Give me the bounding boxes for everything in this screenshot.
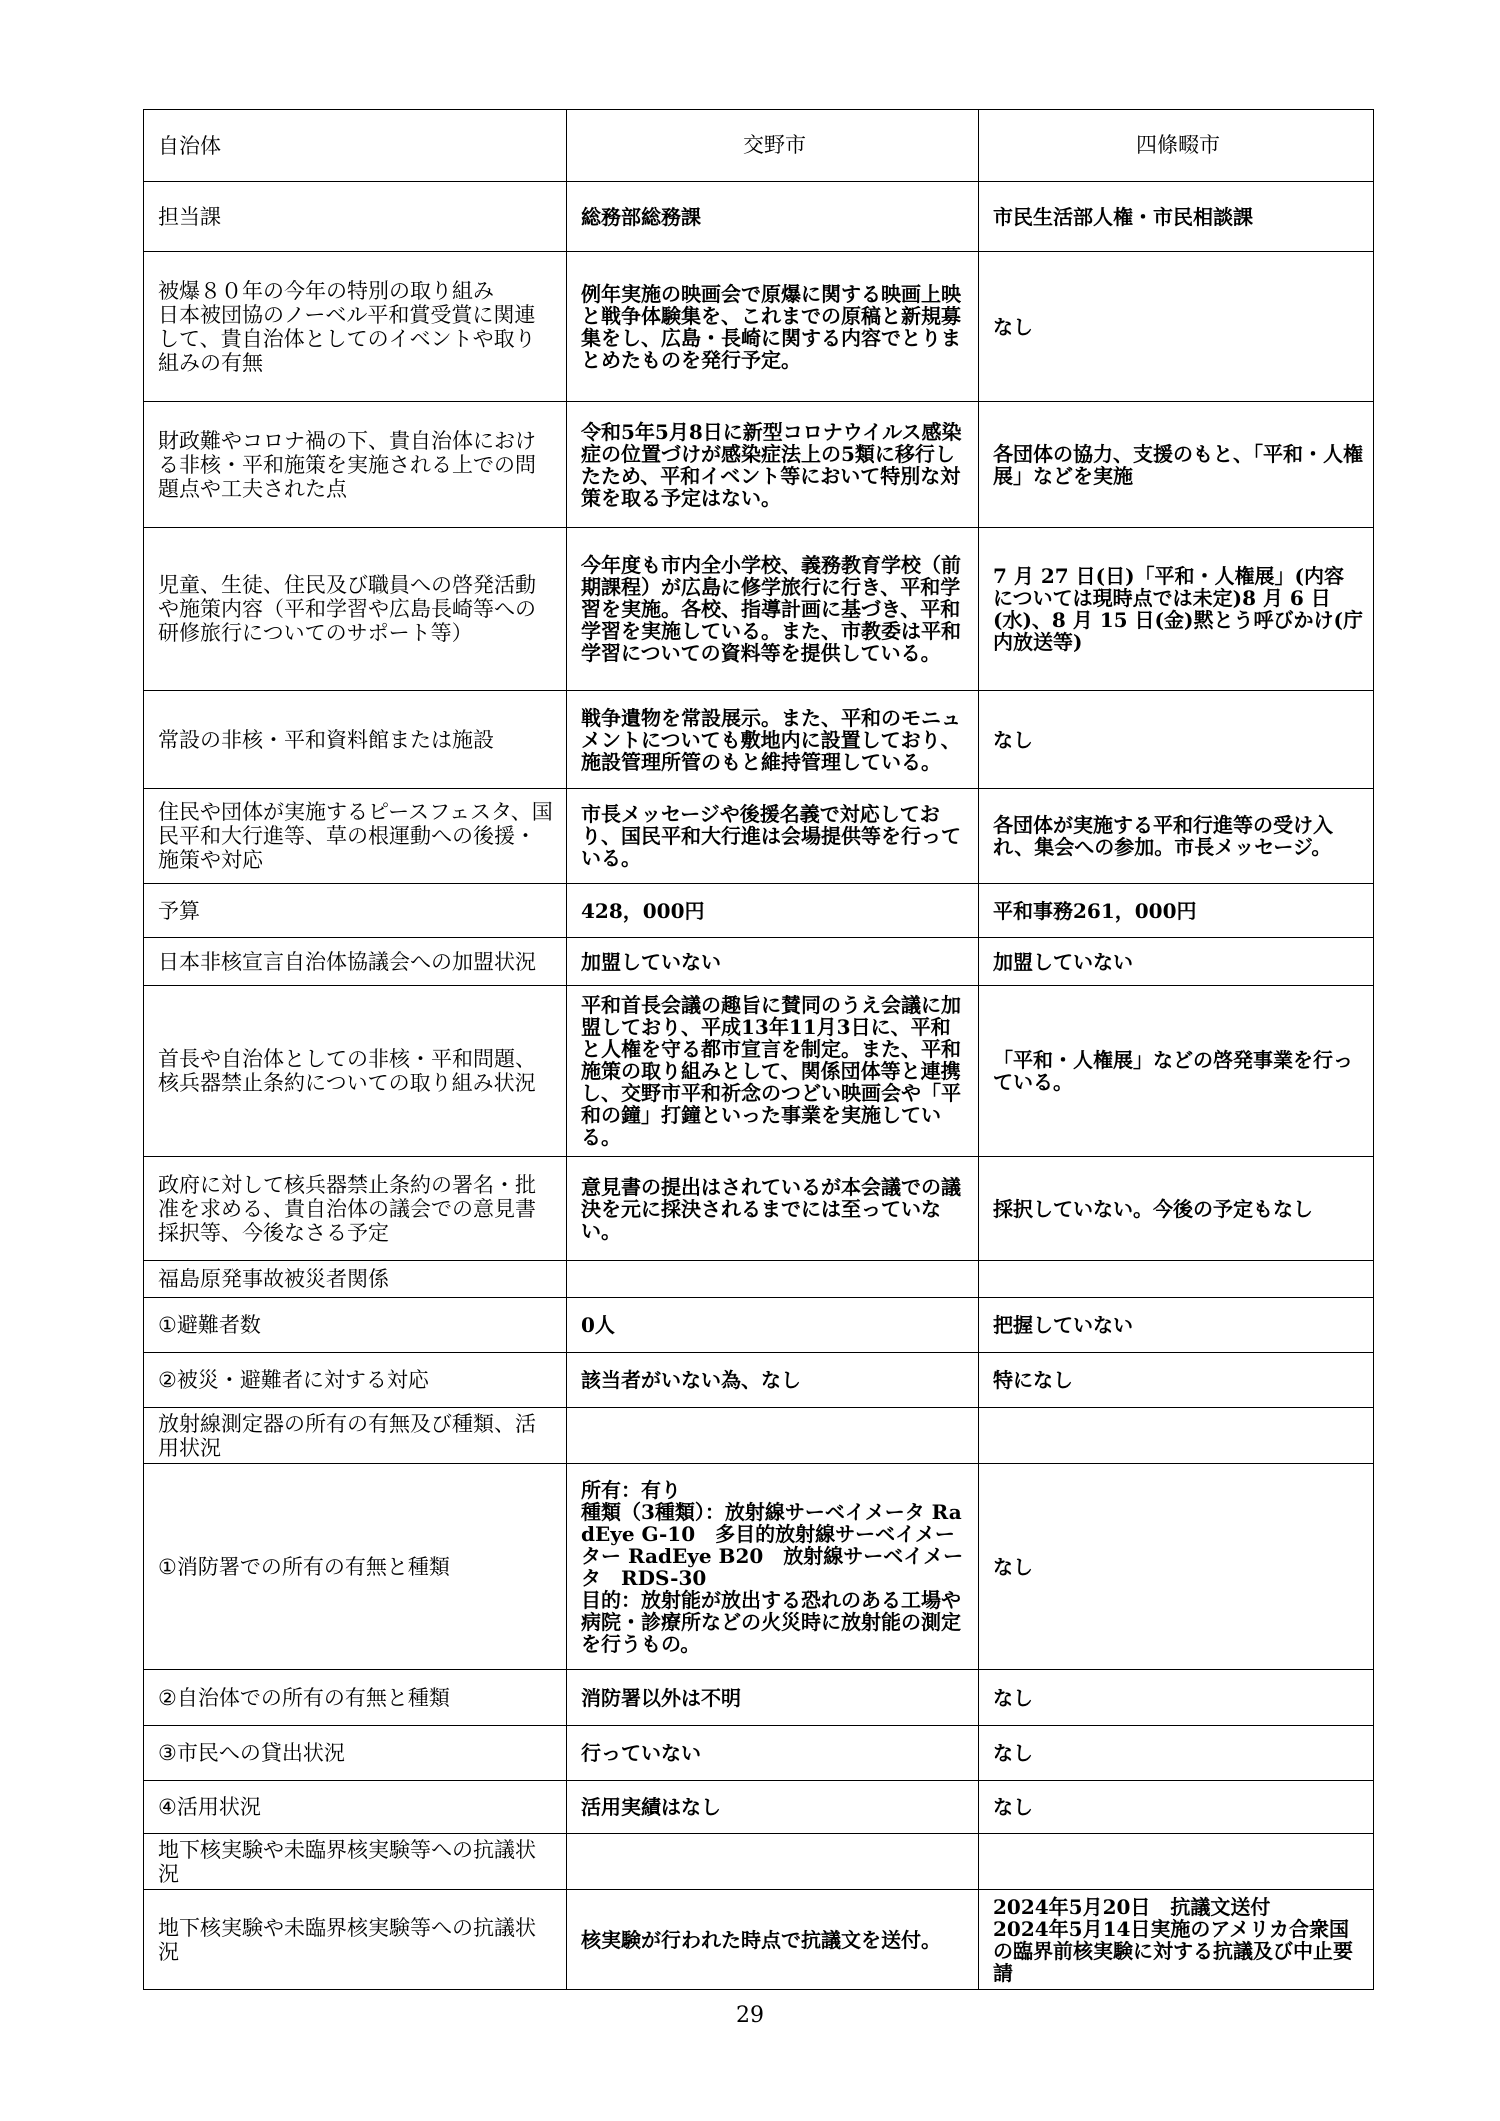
table-row (144, 986, 1374, 1157)
row-katano-cell (567, 1834, 979, 1890)
table-row (144, 1464, 1374, 1670)
table-row (144, 1353, 1374, 1408)
header-katano: 交野市 (567, 110, 979, 182)
table-body (144, 110, 1374, 1990)
row-katano-cell: 加盟していない (567, 938, 979, 986)
row-shijonawate-cell: なし (979, 691, 1374, 789)
table-row (144, 1157, 1374, 1261)
row-shijonawate-cell: 「平和・人権展」などの啓発事業を行っている。 (979, 986, 1374, 1157)
table-row (144, 789, 1374, 884)
row-katano-cell: 平和首長会議の趣旨に賛同のうえ会議に加盟しており、平成13年11月3日に、平和と人権を守る都市宣言を制定。また、平和施策の取り組みとして、関係団体等と連携し、交野市平和祈念のつどい映画会や「平和の鐘」打鐘といった事業を実施している。 (567, 986, 979, 1157)
row-shijonawate-cell: 採択していない。今後の予定もなし (979, 1157, 1374, 1261)
row-shijonawate-cell: 2024年5月20日 抗議文送付 2024年5月14日実施のアメリカ合衆国の臨界前核実験に対する抗議及び中止要請 (979, 1890, 1374, 1990)
row-shijonawate-cell: 7 月 27 日(日)「平和・人権展」(内容については現時点では未定)8 月 6 日(水)、8 月 15 日(金)黙とう呼びかけ(庁内放送等) (979, 528, 1374, 691)
row-shijonawate-cell: 特になし (979, 1353, 1374, 1408)
row-item-cell: 地下核実験や未臨界核実験等への抗議状況 (144, 1890, 567, 1990)
row-shijonawate-cell (979, 1408, 1374, 1464)
row-katano-cell: 市長メッセージや後援名義で対応しており、国民平和大行進は会場提供等を行っている。 (567, 789, 979, 884)
row-item-cell: 児童、生徒、住民及び職員への啓発活動や施策内容（平和学習や広島長崎等への研修旅行についてのサポート等） (144, 528, 567, 691)
row-shijonawate-cell: なし (979, 1464, 1374, 1670)
row-item-cell: 住民や団体が実施するピースフェスタ、国民平和大行進等、草の根運動への後援・施策や対応 (144, 789, 567, 884)
row-katano-cell: 令和5年5月8日に新型コロナウイルス感染症の位置づけが感染症法上の5類に移行したため、平和イベント等において特別な対策を取る予定はない。 (567, 402, 979, 528)
row-item-cell: ②自治体での所有の有無と種類 (144, 1670, 567, 1726)
table-row (144, 1670, 1374, 1726)
row-katano-cell: 所有：有り 種類（3種類）：放射線サーベイメータ RadEye G-10 多目的放射線サーベイメーター RadEye B20 放射線サーベイメータ RDS-30 目的：放射能が放出する恐れのある工場や病院・診療所などの火災時に放射能の測定を行うもの。 (567, 1464, 979, 1670)
row-katano-cell: 意見書の提出はされているが本会議での議決を元に採決されるまでには至っていない。 (567, 1157, 979, 1261)
table-row (144, 1726, 1374, 1781)
row-item-cell: 予算 (144, 884, 567, 938)
row-shijonawate-cell: なし (979, 1781, 1374, 1834)
row-item-cell: 福島原発事故被災者関係 (144, 1261, 567, 1298)
table-row (144, 1781, 1374, 1834)
row-katano-cell: 0人 (567, 1298, 979, 1353)
row-katano-cell: 活用実績はなし (567, 1781, 979, 1834)
row-shijonawate-cell: 市民生活部人権・市民相談課 (979, 182, 1374, 252)
row-item-cell: ④活用状況 (144, 1781, 567, 1834)
table-row (144, 1298, 1374, 1353)
table-row (144, 182, 1374, 252)
table-row (144, 938, 1374, 986)
table-row (144, 1890, 1374, 1990)
row-katano-cell: 行っていない (567, 1726, 979, 1781)
row-item-cell: 日本非核宣言自治体協議会への加盟状況 (144, 938, 567, 986)
row-item-cell: 担当課 (144, 182, 567, 252)
row-item-cell: 財政難やコロナ禍の下、貴自治体における非核・平和施策を実施される上での問題点や工夫された点 (144, 402, 567, 528)
row-katano-cell: 消防署以外は不明 (567, 1670, 979, 1726)
row-shijonawate-cell: 各団体が実施する平和行進等の受け入れ、集会への参加。市長メッセージ。 (979, 789, 1374, 884)
table-row (144, 691, 1374, 789)
page-number: 29 (736, 2003, 764, 2028)
row-shijonawate-cell (979, 1261, 1374, 1298)
row-katano-cell: 核実験が行われた時点で抗議文を送付。 (567, 1890, 979, 1990)
table-header-row (144, 110, 1374, 182)
table-row (144, 402, 1374, 528)
table-row (144, 1261, 1374, 1298)
row-item-cell: 放射線測定器の所有の有無及び種類、活用状況 (144, 1408, 567, 1464)
row-shijonawate-cell: 各団体の協力、支援のもと、「平和・人権展」などを実施 (979, 402, 1374, 528)
row-item-cell: 地下核実験や未臨界核実験等への抗議状況 (144, 1834, 567, 1890)
survey-table (143, 109, 1374, 1990)
row-katano-cell: 今年度も市内全小学校、義務教育学校（前期課程）が広島に修学旅行に行き、平和学習を実施。各校、指導計画に基づき、平和学習を実施している。また、市教委は平和学習についての資料等を提供している。 (567, 528, 979, 691)
row-shijonawate-cell (979, 1834, 1374, 1890)
table-row (144, 1408, 1374, 1464)
row-item-cell: ①消防署での所有の有無と種類 (144, 1464, 567, 1670)
row-katano-cell: 総務部総務課 (567, 182, 979, 252)
table-row (144, 252, 1374, 402)
row-shijonawate-cell: 把握していない (979, 1298, 1374, 1353)
row-item-cell: 被爆８０年の今年の特別の取り組み 日本被団協のノーベル平和賞受賞に関連して、貴自治体としてのイベントや取り組みの有無 (144, 252, 567, 402)
row-item-cell: 政府に対して核兵器禁止条約の署名・批准を求める、貴自治体の議会での意見書採択等、今後なさる予定 (144, 1157, 567, 1261)
row-katano-cell: 該当者がいない為、なし (567, 1353, 979, 1408)
row-item-cell: 首長や自治体としての非核・平和問題、核兵器禁止条約についての取り組み状況 (144, 986, 567, 1157)
row-katano-cell: 428，000円 (567, 884, 979, 938)
row-katano-cell: 例年実施の映画会で原爆に関する映画上映と戦争体験集を、これまでの原稿と新規募集をし、広島・長崎に関する内容でとりまとめたものを発行予定。 (567, 252, 979, 402)
row-shijonawate-cell: なし (979, 1726, 1374, 1781)
row-item-cell: ③市民への貸出状況 (144, 1726, 567, 1781)
row-shijonawate-cell: なし (979, 252, 1374, 402)
table-row (144, 884, 1374, 938)
row-item-cell: 常設の非核・平和資料館または施設 (144, 691, 567, 789)
header-municipality: 自治体 (144, 110, 567, 182)
header-shijonawate: 四條畷市 (979, 110, 1374, 182)
row-shijonawate-cell: 加盟していない (979, 938, 1374, 986)
row-item-cell: ①避難者数 (144, 1298, 567, 1353)
table-row (144, 1834, 1374, 1890)
row-katano-cell (567, 1408, 979, 1464)
row-item-cell: ②被災・避難者に対する対応 (144, 1353, 567, 1408)
row-katano-cell: 戦争遺物を常設展示。また、平和のモニュメントについても敷地内に設置しており、施設管理所管のもと維持管理している。 (567, 691, 979, 789)
row-shijonawate-cell: 平和事務261，000円 (979, 884, 1374, 938)
row-shijonawate-cell: なし (979, 1670, 1374, 1726)
row-katano-cell (567, 1261, 979, 1298)
table-row (144, 528, 1374, 691)
